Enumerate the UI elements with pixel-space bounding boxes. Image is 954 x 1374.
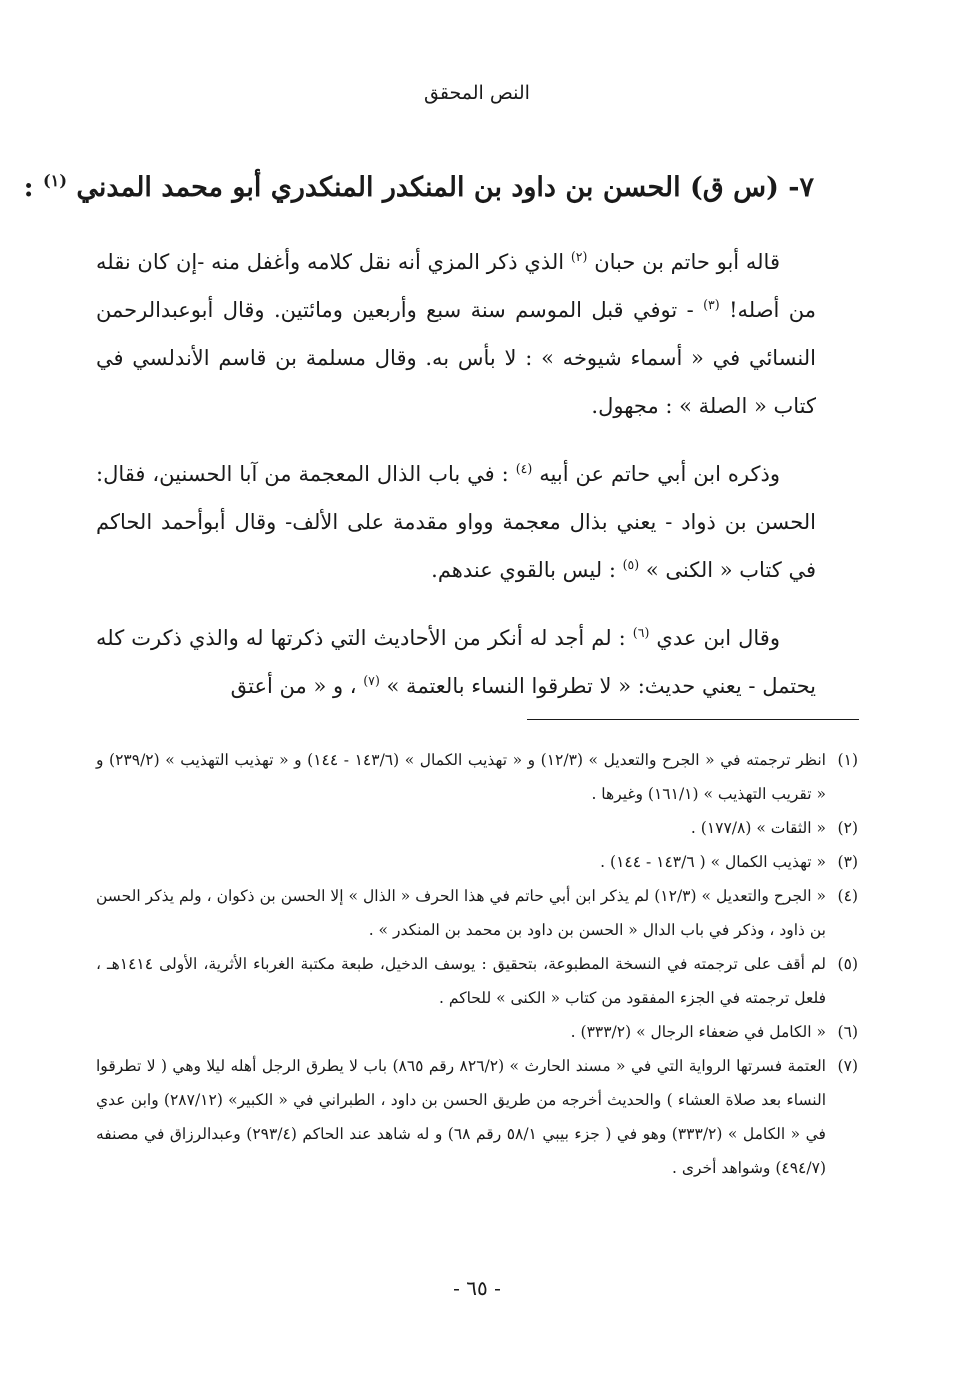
entry-title-colon: : [23, 172, 34, 203]
footnote-ref: (٤) [515, 461, 533, 476]
paragraph-3 [96, 614, 816, 710]
footnote-number: (٤) [837, 887, 858, 905]
footnote-ref: (٧) [363, 673, 380, 688]
footnote-5 [96, 947, 858, 1015]
footnote-number: (٢) [837, 819, 858, 837]
text-run: : في باب الذال المعجمة من آبا الحسنين، فقال: الحسن بن ذواد - يعني بذال معجمة وواو مقدمة على الألف- وقال أبوأحمد الحاكم في كتاب « الكنى » [96, 462, 816, 582]
footnotes [96, 743, 858, 1185]
footnote-2 [96, 811, 858, 845]
text-run: وذكره ابن أبي حاتم عن أبيه [532, 462, 780, 486]
footnote-1 [96, 743, 858, 811]
running-header: النص المحقق [424, 82, 530, 104]
text-run: قاله أبو حاتم بن حبان [587, 250, 780, 274]
footnote-ref: (٢) [570, 249, 588, 264]
footnote-divider [527, 719, 859, 720]
footnote-text: انظر ترجمته في « الجرح والتعديل » (١٢/٣) و « تهذيب الكمال » (١٤٣/٦ - ١٤٤) و « تهذيب التهذيب » (٢٣٩/٢) و « تقريب التهذيب » (١٦١/١) وغيرها . [96, 751, 826, 803]
text-run: وقال ابن عدي [649, 626, 780, 650]
footnote-4 [96, 879, 858, 947]
footnote-text: « الجرح والتعديل » (١٢/٣) لم يذكر ابن أبي حاتم في هذا الحرف « الذال » إلا الحسن بن ذكوان ، ولم يذكر الحسن بن ذاود ، وذكر في باب الدال « الحسن بن داود بن محمد بن المنكدر » . [96, 887, 826, 939]
paragraph-1 [96, 238, 816, 430]
text-run: ، و « من أعتق [230, 674, 364, 698]
text-run: : ليس بالقوي عندهم. [431, 558, 623, 582]
footnote-ref: (٣) [703, 297, 720, 312]
footnote-number: (١) [837, 751, 858, 769]
entry-title [23, 164, 814, 212]
main-text [96, 238, 816, 730]
footnote-text: « الثقات » (١٧٧/٨) . [690, 819, 826, 837]
footnote-ref: (٥) [622, 557, 640, 572]
footnote-6 [96, 1015, 858, 1049]
entry-title-text: ٧- (س ق) الحسن بن داود بن المنكدر المنكدري أبو محمد المدني [76, 172, 814, 203]
text-run: : لم أجد له أنكر من الأحاديث التي ذكرتها له والذي ذكرت كله يحتمل - يعني حديث: « لا تطرقوا النساء بالعتمة » [96, 626, 816, 698]
text-run: الذي ذكر المزي أنه نقل كلامه وأغفل منه -إن كان نقله من أصله! [96, 250, 816, 322]
footnote-number: (٧) [837, 1057, 858, 1075]
footnote-text: لم أقف على ترجمته في النسخة المطبوعة، بتحقيق : يوسف الدخيل، طبعة مكتبة الغرباء الأثرية، الأولى ١٤١٤هـ ، فلعل ترجمته في الجزء المفقود من كتاب « الكنى » للحاكم . [96, 955, 826, 1007]
text-run: - توفي قبل الموسم سنة سبع وأربعين ومائتين. وقال أبوعبدالرحمن النسائي في « أسماء شيوخه » : لا بأس به. وقال مسلمة بن قاسم الأندلسي في كتاب « الصلة » : مجهول. [96, 298, 816, 418]
footnote-text: العتمة فسرتها الرواية التي في « مسند الحارث » (٨٢٦/٢ رقم ٨٦٥) باب لا يطرق الرجل أهله ليلا وهي ( لا تطرقوا النساء بعد صلاة العشاء ) والحديث أخرجه من طريق الحسن بن داود ، الطبراني في « الكبير» (٢٨٧/١٢) وابن عدي في « الكامل » (٣٣٣/٢) وهو في ( جزء بيبي ٥٨/١ رقم ٦٨) و له شاهد عند الحاكم (٢٩٣/٤) وعبدالرزاق في مصنفه (٤٩٤/٧) وشواهد أخرى . [96, 1057, 826, 1177]
footnote-ref: (١) [42, 171, 67, 190]
footnote-number: (٦) [837, 1023, 858, 1041]
footnote-3 [96, 845, 858, 879]
footnote-text: « تهذيب الكمال » ( ١٤٣/٦ - ١٤٤) . [600, 853, 826, 871]
footnote-ref: (٦) [632, 625, 650, 640]
footnote-text: « الكامل في ضعفاء الرجال » (٣٣٣/٢) . [570, 1023, 826, 1041]
page-number: - ٦٥ - [453, 1276, 501, 1300]
footnote-number: (٥) [837, 955, 858, 973]
paragraph-2 [96, 450, 816, 594]
footnote-7 [96, 1049, 858, 1185]
footnote-number: (٣) [837, 853, 858, 871]
